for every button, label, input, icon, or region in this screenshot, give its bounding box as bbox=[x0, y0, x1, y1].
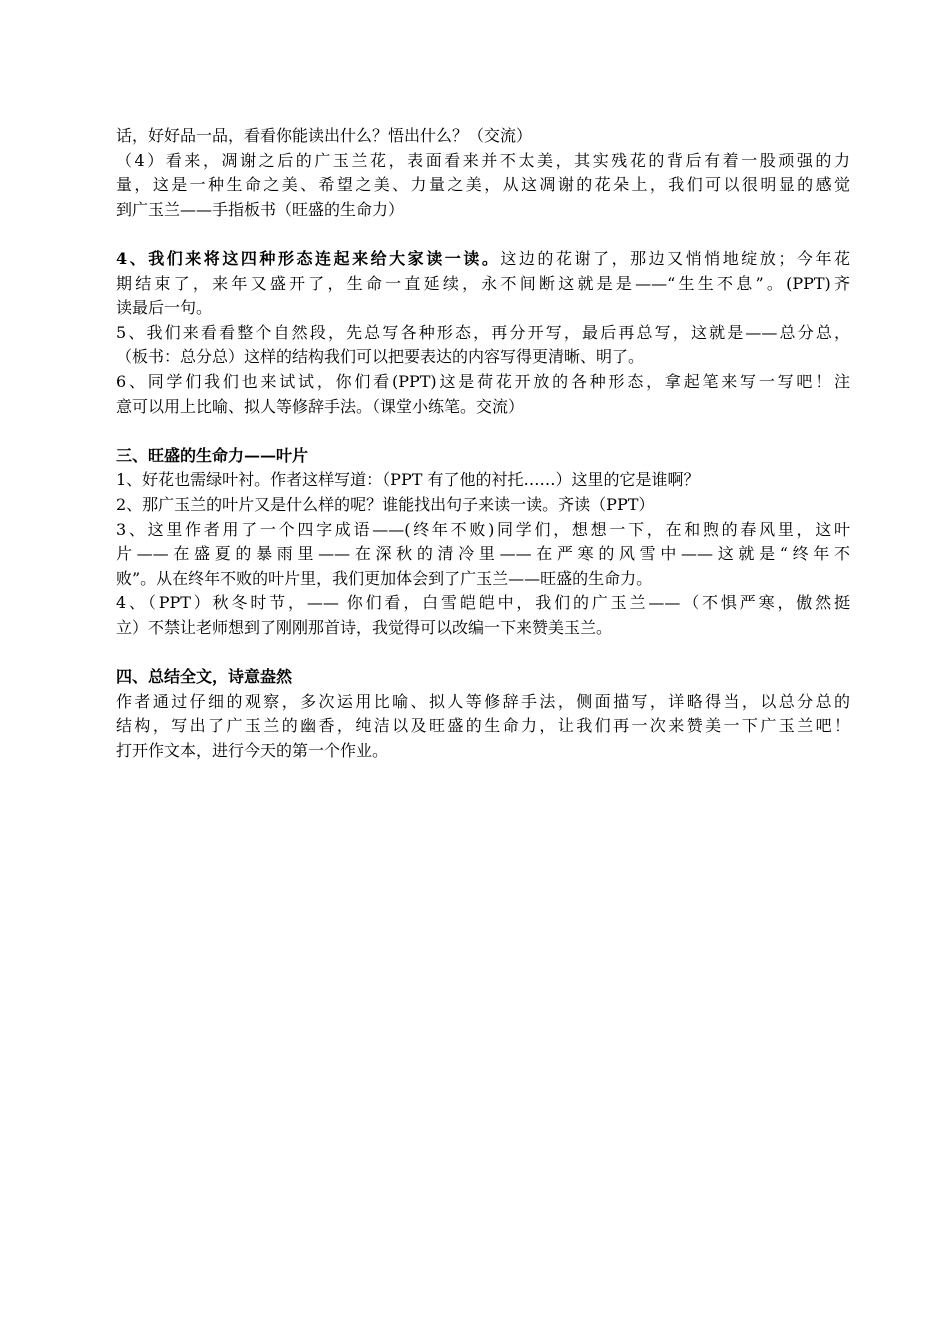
text-line: （4）看来，凋谢之后的广玉兰花，表面看来并不太美，其实残花的背后有着一股顽强的力 bbox=[116, 150, 850, 170]
text-line: 3、这里作者用了一个四字成语——(终年不败)同学们，想想一下，在和煦的春风里，这叶 bbox=[116, 519, 850, 539]
text-line bbox=[116, 247, 850, 272]
section-heading-4: 四、总结全文，诗意盎然 bbox=[116, 667, 293, 687]
text-line: 意可以用上比喻、拟人等修辞手法。（课堂小练笔。交流） bbox=[116, 396, 525, 416]
text-line: 2、那广玉兰的叶片又是什么样的呢？谁能找出句子来读一读。齐读（PPT） bbox=[116, 494, 655, 514]
text-line: 立）不禁让老师想到了刚刚那首诗，我觉得可以改编一下来赞美玉兰。 bbox=[116, 617, 613, 637]
text-line: 话，好好品一品，看看你能读出什么？悟出什么？（交流） bbox=[116, 126, 533, 145]
document-page bbox=[116, 124, 850, 763]
bold-instruction: 4、我们来将这四种形态连起来给大家读一读。 bbox=[116, 248, 501, 268]
text-line: 5、我们来看看整个自然段，先总写各种形态，再分开写，最后再总写，这就是——总分总， bbox=[116, 322, 850, 342]
text-line: 作者通过仔细的观察，多次运用比喻、拟人等修辞手法，侧面描写，详略得当，以总分总的 bbox=[116, 691, 850, 711]
text-line: （板书：总分总）这样的结构我们可以把要表达的内容写得更清晰、明了。 bbox=[116, 347, 645, 367]
paragraph-spacer bbox=[116, 640, 850, 665]
text-line: 到广玉兰——手指板书（旺盛的生命力） bbox=[116, 199, 405, 219]
text-line: 6、同学们我们也来试试，你们看(PPT)这是荷花开放的各种形态，拿起笔来写一写吧！注 bbox=[116, 371, 850, 391]
section-heading-3: 三、旺盛的生命力——叶片 bbox=[116, 445, 309, 465]
paragraph-spacer bbox=[116, 222, 850, 247]
text-line: 败”。从在终年不败的叶片里，我们更加体会到了广玉兰——旺盛的生命力。 bbox=[116, 568, 653, 588]
text-line: 读最后一句。 bbox=[116, 298, 213, 318]
text-line: 期结束了，来年又盛开了，生命一直延续，永不间断这就是是——“生生不息”。(PPT)齐 bbox=[116, 273, 850, 293]
paragraph-spacer bbox=[116, 419, 850, 444]
text-line: 量，这是一种生命之美、希望之美、力量之美，从这凋谢的花朵上，我们可以很明显的感觉 bbox=[116, 175, 850, 195]
text-line: 4、（PPT）秋冬时节，—— 你们看，白雪皑皑中，我们的广玉兰——（不惧严寒，傲然挺 bbox=[116, 593, 850, 613]
text-line: 1、好花也需绿叶衬。作者这样写道：（PPT 有了他的衬托……）这里的它是谁啊？ bbox=[116, 470, 700, 490]
text-line: 打开作文本，进行今天的第一个作业。 bbox=[116, 740, 389, 760]
text-line: 结构，写出了广玉兰的幽香，纯洁以及旺盛的生命力，让我们再一次来赞美一下广玉兰吧！ bbox=[116, 716, 850, 736]
text-line: 片——在盛夏的暴雨里——在深秋的清冷里——在严寒的风雪中——这就是“终年不 bbox=[116, 544, 850, 564]
text-span: 这边的花谢了，那边又悄悄地绽放；今年花 bbox=[500, 248, 850, 268]
